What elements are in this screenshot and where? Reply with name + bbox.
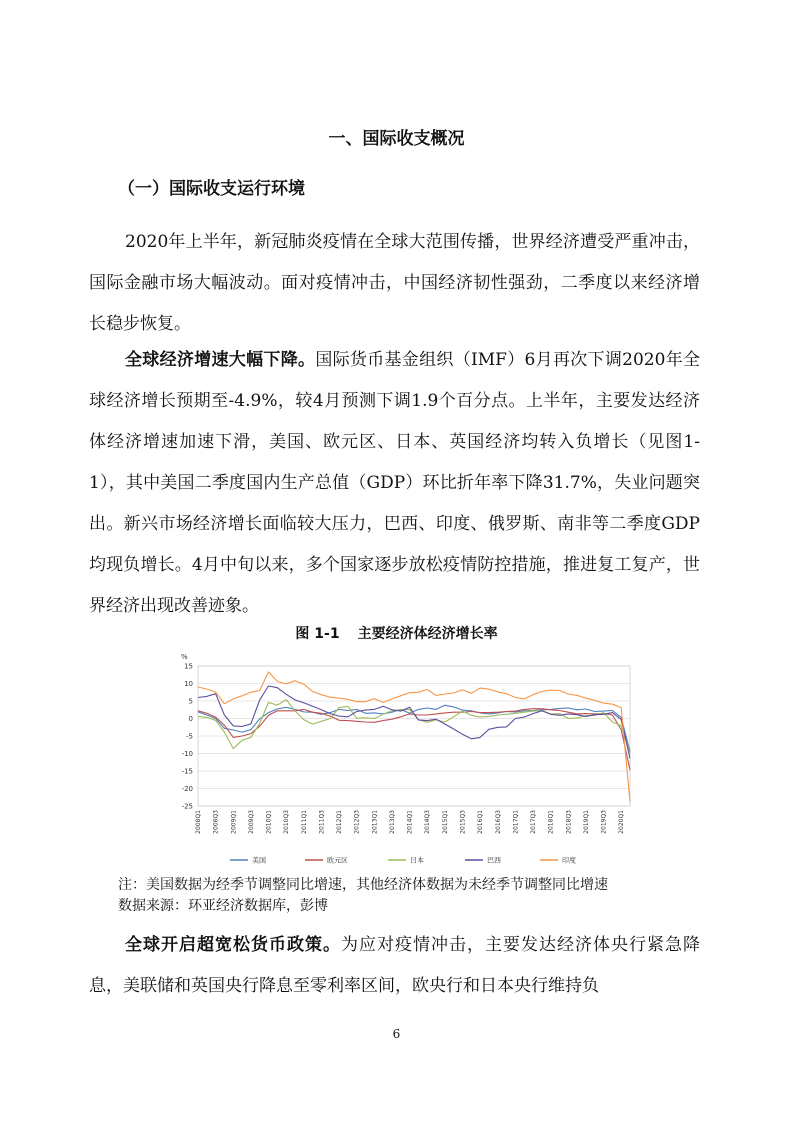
paragraph-intro: 2020年上半年，新冠肺炎疫情在全球大范围传播，世界经济遭受严重冲击，国际金融市场大幅波动。面对疫情冲击，中国经济韧性强劲，二季度以来经济增长稳步恢复。 <box>89 232 700 334</box>
figure-title: 主要经济体经济增长率 <box>357 626 498 642</box>
x-tick-label: 2011Q1 <box>300 810 308 834</box>
x-tick-label: 2012Q1 <box>336 810 344 834</box>
legend-label: 欧元区 <box>327 856 348 865</box>
x-tick-label: 2014Q3 <box>424 810 432 834</box>
figure-caption <box>0 624 793 644</box>
legend-label: 巴西 <box>487 856 501 865</box>
y-tick-label: -20 <box>181 785 193 793</box>
figure-note: 注：美国数据为经季节调整同比增速，其他经济体数据为未经季节调整同比增速 <box>118 877 608 893</box>
legend-label: 美国 <box>252 856 266 865</box>
x-tick-label: 2010Q3 <box>283 810 291 834</box>
x-tick-label: 2015Q3 <box>459 810 467 834</box>
x-tick-label: 2012Q3 <box>353 810 361 834</box>
x-tick-label: 2017Q3 <box>530 810 538 834</box>
x-tick-label: 2019Q1 <box>582 810 590 834</box>
paragraph-global-growth <box>89 340 700 627</box>
y-tick-label: 10 <box>184 680 193 688</box>
series-line <box>198 705 630 752</box>
x-tick-label: 2013Q1 <box>371 810 379 834</box>
y-tick-label: -25 <box>181 802 193 811</box>
x-tick-label: 2008Q1 <box>195 810 202 834</box>
x-tick-label: 2011Q3 <box>318 810 326 834</box>
y-tick-label: 0 <box>188 715 193 723</box>
series-line <box>198 672 630 802</box>
paragraph-body: 国际货币基金组织（IMF）6月再次下调2020年全球经济增长预期至-4.9%，较4月预测下调1.9个百分点。上半年，主要发达经济体经济增速加速下滑，美国、欧元区、日本、英国经济均转入负增长（见图1-1），其中美国二季度国内生产总值（GDP）环比折年率下降31.7%，失业问题突出。新兴市场经济增长面临较大压力，巴西、印度、俄罗斯、南非等二季度GDP均现负增长。4月中旬以来，多个国家逐步放松疫情防控措施，推进复工复产，世界经济出现改善迹象。 <box>89 350 701 616</box>
legend-label: 日本 <box>410 856 424 865</box>
x-tick-label: 2018Q3 <box>565 810 573 834</box>
paragraph-lead: 全球开启超宽松货币政策。 <box>125 935 341 955</box>
x-tick-label: 2019Q3 <box>600 810 608 834</box>
x-tick-label: 2018Q1 <box>547 810 555 834</box>
y-tick-label: -10 <box>181 750 193 758</box>
x-tick-label: 2013Q3 <box>388 810 396 834</box>
x-tick-label: 2009Q3 <box>247 810 255 834</box>
series-line <box>198 709 630 770</box>
paragraph-body: 为应对疫情冲击，主要发达经济体央行紧急降息，美联储和英国央行降息至零利率区间，欧央行和日本央行维持负 <box>89 935 700 996</box>
y-tick-label: 5 <box>188 697 193 706</box>
x-tick-label: 2015Q1 <box>441 810 449 834</box>
x-tick-label: 2014Q1 <box>406 810 414 834</box>
page-number: 6 <box>392 1027 401 1041</box>
x-tick-label: 2016Q3 <box>494 810 502 834</box>
x-tick-label: 2017Q1 <box>512 810 520 834</box>
legend-label: 印度 <box>562 856 576 865</box>
paragraph-lead: 全球经济增速大幅下降。 <box>125 350 316 370</box>
y-tick-label: 15 <box>184 662 193 671</box>
x-tick-label: 2020Q1 <box>618 810 626 834</box>
x-tick-label: 2010Q1 <box>265 810 273 834</box>
y-tick-label: -15 <box>181 767 193 776</box>
growth-line-chart <box>160 650 640 870</box>
x-tick-label: 2016Q1 <box>477 810 485 834</box>
subsection-title: （一）国际收支运行环境 <box>118 179 305 199</box>
figure-source: 数据来源：环亚经济数据库，彭博 <box>118 898 328 914</box>
x-tick-label: 2008Q3 <box>212 810 220 834</box>
figure-number: 图 1-1 <box>295 626 340 642</box>
section-title: 一、国际收支概况 <box>328 129 465 149</box>
paragraph-monetary-policy <box>89 925 700 1007</box>
x-tick-label: 2009Q1 <box>230 810 238 834</box>
y-tick-label: -5 <box>186 732 193 741</box>
y-axis-unit: % <box>181 653 188 661</box>
